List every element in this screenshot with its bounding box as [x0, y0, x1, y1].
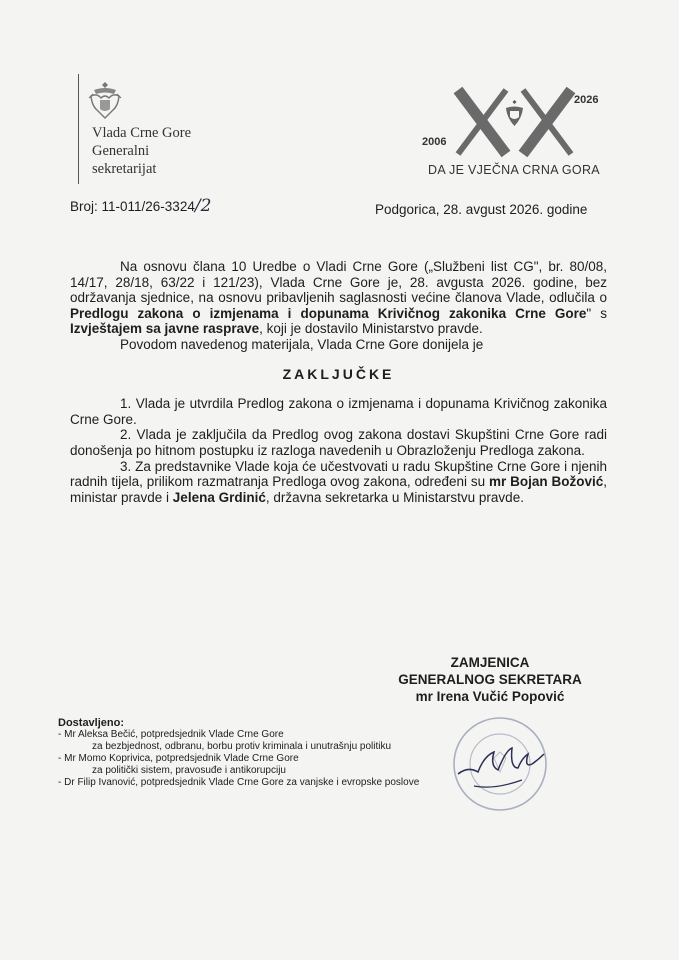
conclusion-item-2: 2. Vlada je zaključila da Predlog ovog zakona dostavi Skupštini Crne Gore radi donošenja po hitnom postupku iz razloga navedenih u Obrazloženju Predloga zakona.: [70, 427, 607, 458]
item3-mid: , ministar pravde i: [70, 474, 607, 505]
representative-1: mr Bojan Božović: [488, 474, 604, 490]
distribution-item-1-detail: za bezbjednost, odbranu, borbu protiv kriminala i unutrašnju politiku: [92, 741, 392, 752]
intro-text: Na osnovu člana 10 Uredbe o Vladi Crne Gore („Službeni list CG", br. 80/08, 14/17, 28/18, 63/22 i 121/23), Vlada Crne Gore je, 28. avgusta 2026. godine, bez održavanja sjednice, na osnovu pribavljenih saglasnosti većine članova Vlade, odlučila o: [70, 259, 607, 306]
item3-text: 3. Za predstavnike Vlade koja će učestvovati u radu Skupštine Crne Gore i njenih radnih tijela, prilikom razmatranja Predloga ovog zakona, određeni su: [70, 458, 607, 490]
signature-block: [372, 654, 608, 705]
logo-year-start: 2006: [422, 136, 447, 148]
distribution-item-2-detail: za politički sistem, pravosuđe i antikorupciju: [92, 765, 286, 776]
coat-of-arms-icon: [88, 80, 122, 120]
conclusion-item-1: 1. Vlada je utvrdila Predlog zakona o izmjenama i dopunama Krivičnog zakonika Crne Gore.: [70, 396, 607, 427]
second-paragraph: Povodom navedenog materijala, Vlada Crne Gore donijela je: [120, 336, 484, 352]
distribution-list: [58, 717, 419, 789]
anniversary-logo-icon: [428, 78, 613, 163]
organization-name: [92, 124, 191, 178]
official-stamp-icon: [448, 712, 552, 816]
conclusion-item-3: [70, 459, 607, 506]
place-date: Podgorica, 28. avgust 2026. godine: [375, 202, 588, 217]
org-line-2: Generalni: [92, 143, 150, 159]
org-line-3: sekretarijat: [92, 161, 157, 177]
header-divider: [78, 74, 79, 184]
item3-end: , državna sekretarka u Ministarstvu pravde.: [265, 489, 524, 505]
representative-2: Jelena Grdinić: [172, 489, 266, 505]
org-line-1: Vlada Crne Gore: [92, 125, 192, 141]
document-body: [70, 259, 607, 505]
handwritten-suffix: /2: [194, 196, 212, 216]
conclusions-heading: ZAKLJUČKE: [282, 365, 395, 382]
logo-year-end: 2026: [574, 94, 599, 106]
intro-connector: " s: [586, 305, 607, 321]
signatory-name: mr Irena Vučić Popović: [415, 689, 565, 704]
report-title: Izvještajem sa javne rasprave: [70, 321, 260, 337]
distribution-item-2: - Mr Momo Koprivica, potpredsjednik Vlade Crne Gore: [58, 753, 299, 764]
signature-title-1: ZAMJENICA: [450, 655, 530, 670]
distribution-item-3: - Dr Filip Ivanović, potpredsjednik Vlade Crne Gore za vanjske i evropske poslove: [58, 777, 420, 788]
law-title: Predlogu zakona o izmjenama i dopunama Krivičnog zakonika Crne Gore: [70, 305, 587, 321]
signature-title-2: GENERALNOG SEKRETARA: [398, 672, 582, 687]
reference-number: [70, 196, 211, 216]
distribution-item-1: - Mr Aleksa Bečić, potpredsjednik Vlade Crne Gore: [58, 729, 284, 740]
intro-paragraph: [70, 259, 607, 337]
intro-end: , koji je dostavilo Ministarstvo pravde.: [259, 321, 483, 337]
distribution-title: Dostavljeno:: [58, 717, 125, 729]
reference-number-text: Broj: 11-011/26-3324: [70, 199, 195, 214]
logo-tagline: DA JE VJEČNA CRNA GORA: [428, 163, 600, 177]
